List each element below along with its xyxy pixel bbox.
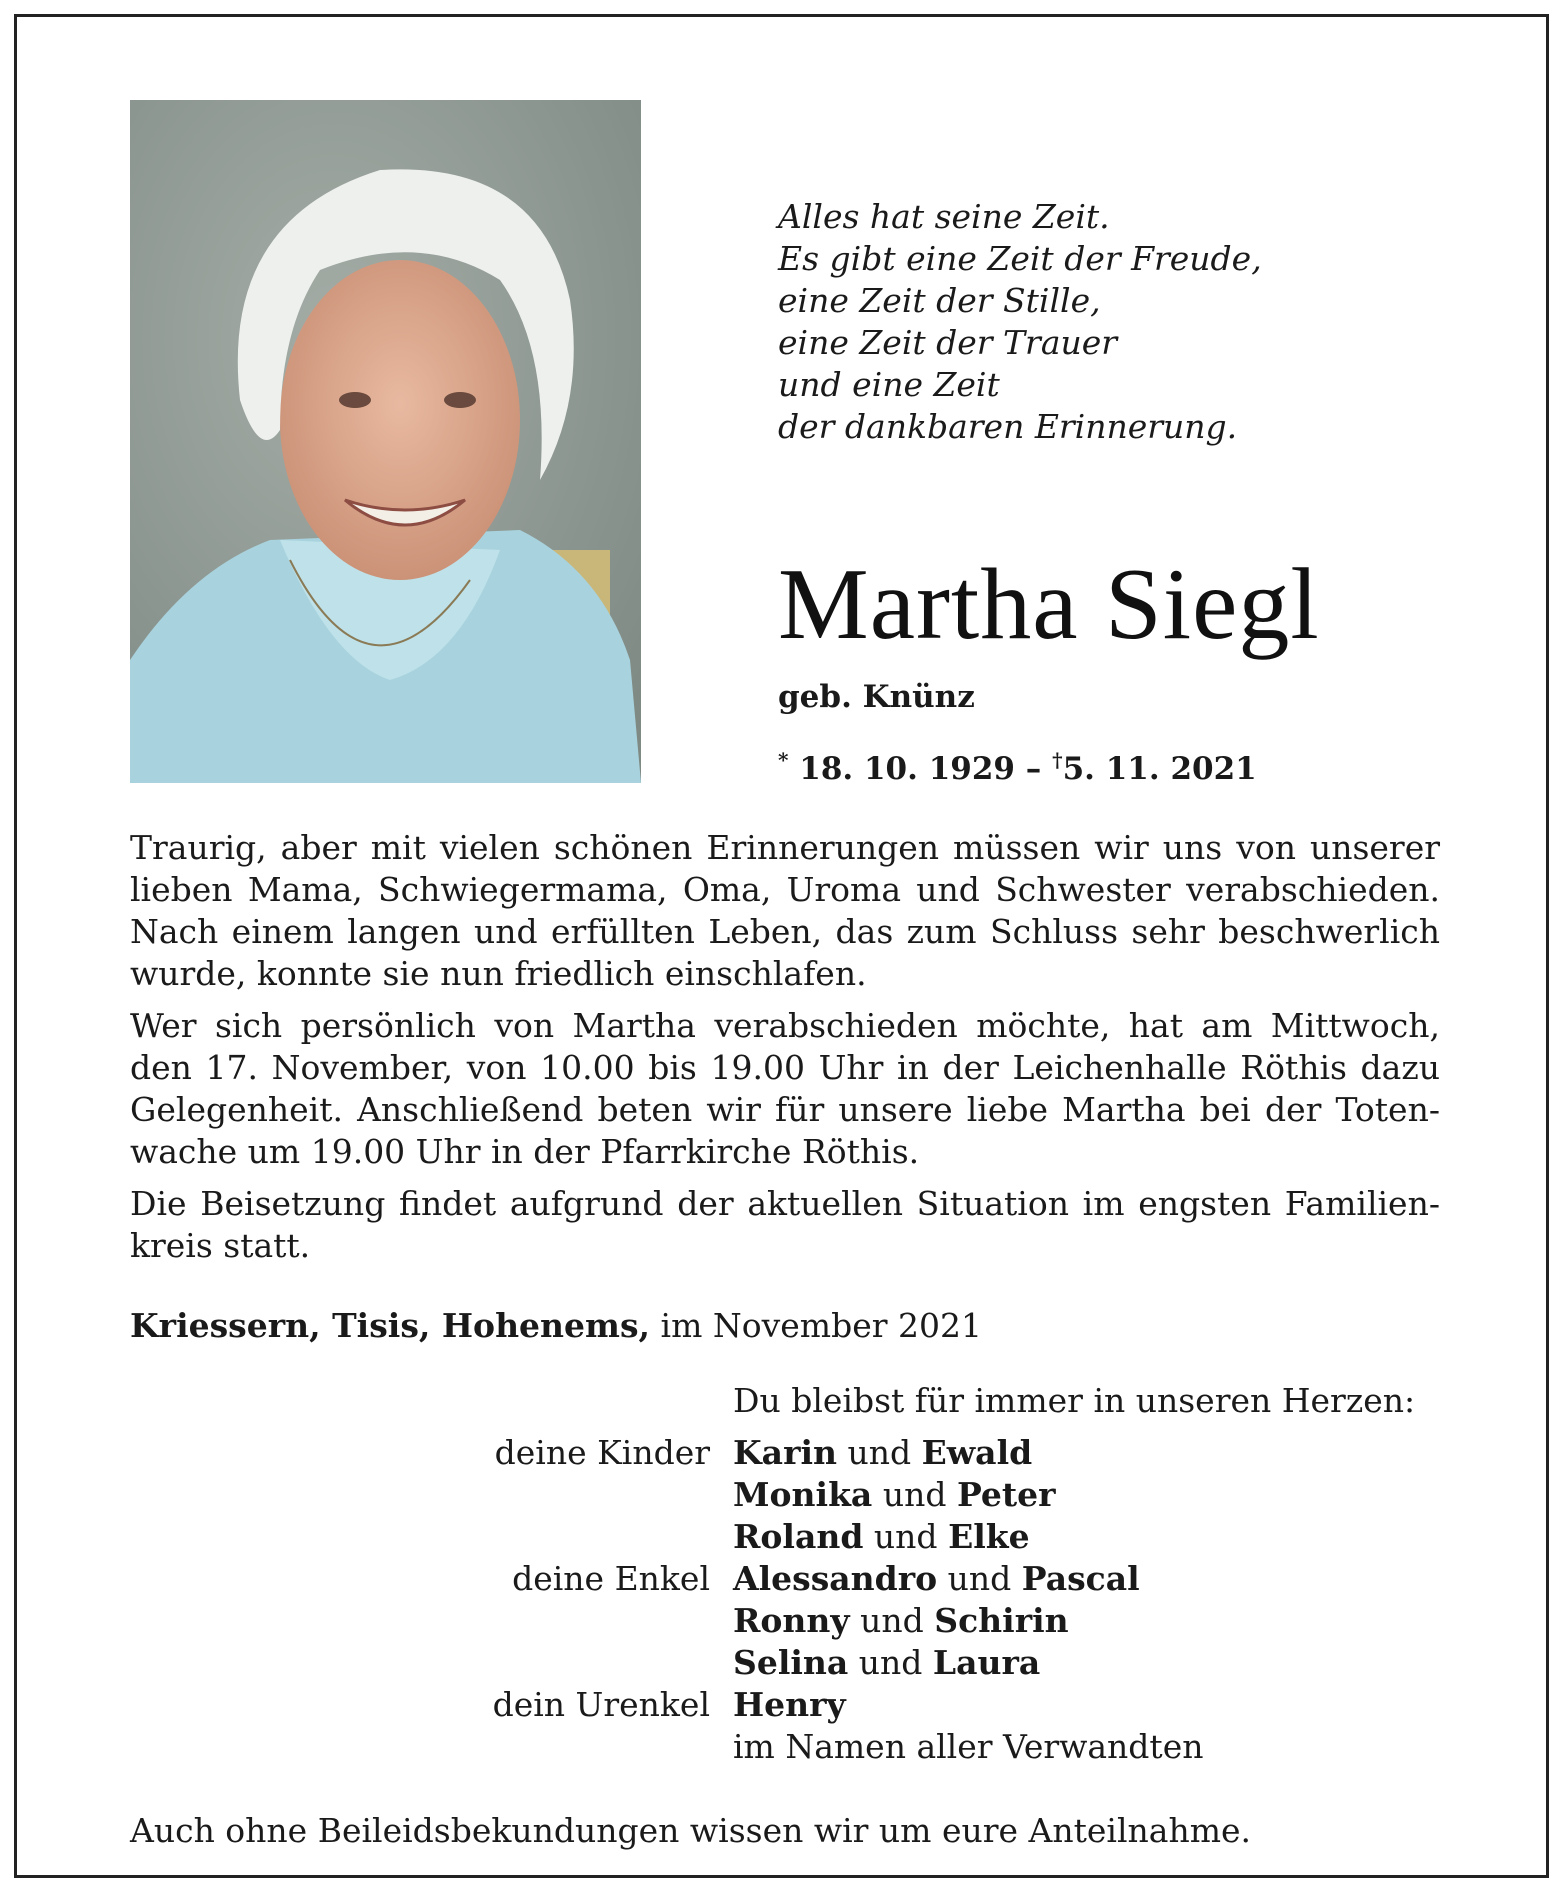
- family-row: [130, 1516, 1440, 1558]
- family-list: [130, 1432, 1440, 1768]
- birth-name: geb. Knünz: [778, 679, 975, 715]
- text-line: kreis statt.: [130, 1226, 311, 1265]
- family-names: Ronny und Schirin: [733, 1601, 1069, 1640]
- towns: Kriessern, Tisis, Hohenems,: [130, 1306, 651, 1345]
- text-line: Gelegenheit. Anschließend beten wir für unsere liebe Martha bei der Toten-: [130, 1090, 1440, 1129]
- poem-line: der dankbaren Erinnerung.: [778, 407, 1238, 446]
- relation-label: deine Kinder: [494, 1433, 710, 1472]
- relatives-note: im Namen aller Verwandten: [733, 1727, 1204, 1766]
- death-date: 5. 11. 2021: [1062, 751, 1257, 787]
- text-line: Nach einem langen und erfüllten Leben, das zum Schluss sehr beschwerlich: [130, 912, 1440, 951]
- relation-label: deine Enkel: [512, 1559, 710, 1598]
- family-names: Monika und Peter: [733, 1475, 1056, 1514]
- family-row: [130, 1474, 1440, 1516]
- family-names: Karin und Ewald: [733, 1433, 1033, 1472]
- family-names: Alessandro und Pascal: [733, 1559, 1140, 1598]
- poem-line: Es gibt eine Zeit der Freude,: [778, 239, 1262, 278]
- poem-line: und eine Zeit: [778, 365, 1000, 404]
- text-line: wurde, konnte sie nun friedlich einschlafen.: [130, 954, 867, 993]
- family-names: Roland und Elke: [733, 1517, 1030, 1556]
- date-separator: –: [1025, 751, 1042, 787]
- obituary-text: [130, 827, 1440, 1277]
- family-names: Selina und Laura: [733, 1643, 1041, 1682]
- text-line: Die Beisetzung findet aufgrund der aktuellen Situation im engsten Familien-: [130, 1184, 1440, 1223]
- portrait-photo: [130, 100, 641, 783]
- relation-label: dein Urenkel: [492, 1685, 710, 1724]
- text-line: lieben Mama, Schwiegermama, Oma, Uroma und Schwester verabschieden.: [130, 870, 1440, 909]
- family-row: [130, 1600, 1440, 1642]
- closing-line: Auch ohne Beileidsbekundungen wissen wir um eure Anteilnahme.: [130, 1811, 1252, 1850]
- signoff: Du bleibst für immer in unseren Herzen:: [733, 1381, 1416, 1420]
- text-line: den 17. November, von 10.00 bis 19.00 Uhr in der Leichenhalle Röthis dazu: [130, 1048, 1440, 1087]
- text-line: Wer sich persönlich von Martha verabschieden möchte, hat am Mittwoch,: [130, 1006, 1440, 1045]
- poem-line: eine Zeit der Trauer: [778, 323, 1118, 362]
- paragraph: [130, 1005, 1440, 1173]
- family-row: [130, 1558, 1440, 1600]
- paragraph: [130, 827, 1440, 995]
- family-row: [130, 1642, 1440, 1684]
- poem-line: eine Zeit der Stille,: [778, 281, 1101, 320]
- family-row: [130, 1432, 1440, 1474]
- month-year: im November 2021: [660, 1306, 982, 1345]
- paragraph: [130, 1183, 1440, 1267]
- poem-line: Alles hat seine Zeit.: [778, 197, 1110, 236]
- text-line: Traurig, aber mit vielen schönen Erinnerungen müssen wir uns von unserer: [130, 828, 1440, 867]
- birth-symbol: *: [778, 748, 789, 772]
- birth-date: 18. 10. 1929: [799, 751, 1015, 787]
- family-names: Henry: [733, 1685, 846, 1724]
- death-symbol: †: [1052, 748, 1063, 772]
- poem: [778, 196, 1262, 448]
- life-dates: [778, 740, 1257, 789]
- place-date: [130, 1305, 982, 1347]
- text-line: wache um 19.00 Uhr in der Pfarrkirche Röthis.: [130, 1132, 920, 1171]
- family-row: [130, 1726, 1440, 1768]
- family-row: [130, 1684, 1440, 1726]
- deceased-name: Martha Siegl: [778, 548, 1320, 661]
